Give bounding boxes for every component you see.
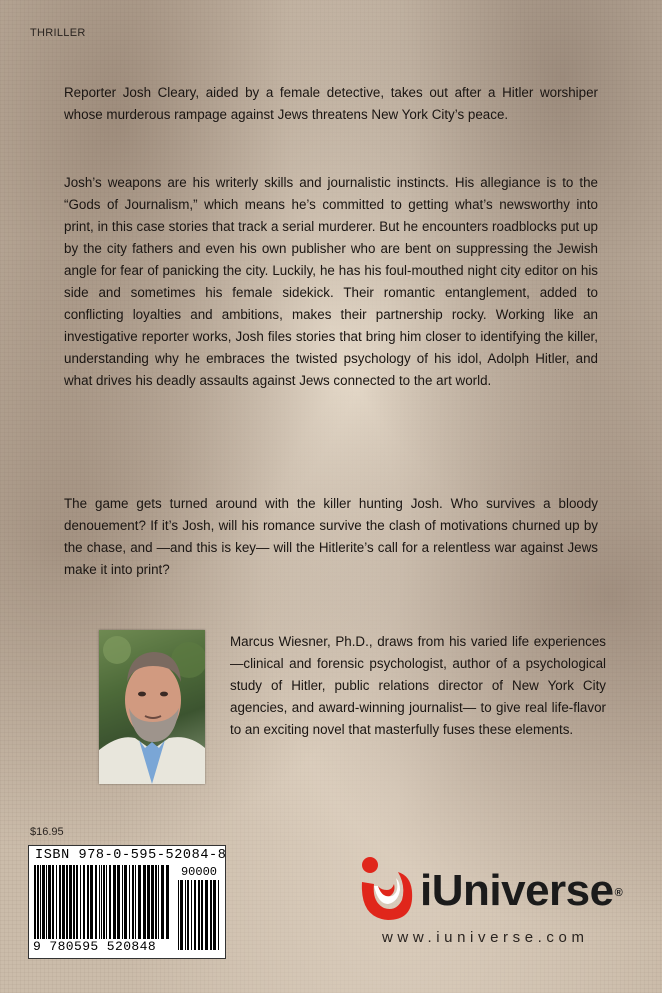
barcode-bar [37,865,39,939]
publisher-website: www.iuniverse.com [382,929,589,946]
barcode-bar [113,865,116,939]
barcode-bar [210,880,212,950]
barcode-bar [185,880,186,950]
author-photo [99,630,205,784]
barcode-bar [95,865,97,939]
barcode-bar [42,865,45,939]
barcode-bar [138,865,141,939]
barcode-bar [62,865,65,939]
blurb-paragraph-3: The game gets turned around with the killer hunting Josh. Who survives a bloody denouement? If it’s Josh, will his romance survive the clash of motivations churned up by the chase, and —and this is key— will the Hitlerite’s call for a relentless war against Jews make it into print? [64,496,598,577]
barcode-bar [194,880,196,950]
price-code: 90000 [180,865,217,879]
barcode-bar [103,865,105,939]
barcode-bar [80,865,81,939]
barcode-bar [201,880,203,950]
barcode-bar [158,865,159,939]
barcode-bar [106,865,107,939]
barcode-bar [59,865,61,939]
barcode-bar [132,865,134,939]
iuniverse-swirl-icon [356,856,416,926]
addon-barcode-icon [177,880,221,950]
barcode-bar [155,865,157,939]
barcode-bar [187,880,189,950]
barcode-bar [69,865,72,939]
barcode-bar [143,865,146,939]
barcode-bar [161,865,164,939]
barcode-bar [46,865,47,939]
blurb-paragraph-1: Reporter Josh Cleary, aided by a female detective, takes out after a Hitler worshiper whose murderous rampage against Jews threatens New York City’s peace. [64,85,598,122]
barcode-bar [166,865,169,939]
barcode-bar [205,880,208,950]
barcode-bar [48,865,51,939]
barcode-bar [178,880,179,950]
author-portrait-icon [99,630,205,784]
price-label: $16.95 [30,826,64,838]
barcode [28,845,226,959]
barcode-bars-icon [33,865,171,939]
barcode-bar [66,865,68,939]
barcode-bar [83,865,85,939]
barcode-bar [101,865,102,939]
barcode-bar [151,865,154,939]
barcode-bar [90,865,93,939]
barcode-bar [73,865,75,939]
barcode-bar [147,865,150,939]
barcode-bar [180,880,183,950]
barcode-bar [52,865,54,939]
barcode-bar [122,865,123,939]
barcode-bar [129,865,130,939]
barcode-bar [76,865,78,939]
publisher-name [420,866,622,916]
barcode-bar [124,865,127,939]
barcode-bar [191,880,192,950]
barcode-bar [135,865,136,939]
publisher-logo [356,856,626,926]
genre-label: THRILLER [30,27,86,39]
barcode-bar [218,880,219,950]
barcode-bar [117,865,120,939]
barcode-bar [56,865,57,939]
barcode-bar [99,865,100,939]
barcode-bar [213,880,216,950]
isbn-label: ISBN 978-0-595-52084-8 [35,848,227,863]
barcode-bar [87,865,89,939]
barcode-bar [40,865,41,939]
barcode-bar [198,880,200,950]
registered-mark: ® [614,887,623,899]
author-bio: Marcus Wiesner, Ph.D., draws from his varied life experiences —clinical and forensic psychologist, author of a psychological study of Hitler, public relations director of New York City agencies, and award-winning journalist— to give real life-flavor to an exciting novel that masterfully fuses these elements. [230,634,606,737]
barcode-bar [109,865,111,939]
blurb-paragraph-2: Josh’s weapons are his writerly skills and journalistic instincts. His allegiance is to the “Gods of Journalism,” which means he’s committed to getting what’s newsworthy into print, in this case stories that track a serial murderer. But he encounters roadblocks put up by the city fathers and even his own publisher who are bent on suppressing the Jewish angle for fear of panicking the city. Luckily, he has his foul-mouthed night city editor on his side and sometimes his female sidekick. Their romantic entanglement, added to conflicting loyalties and ambitions, makes their partnership rocky. Working like an investigative reporter works, Josh files stories that bring him closer to identifying the killer, understanding why he embraces the twisted psychology of his idol, Adolph Hitler, and what drives his deadly assaults against Jews connected to the art world. [64,175,598,388]
barcode-number: 9 780595 520848 [33,939,157,954]
publisher-name-text: iUniverse [420,866,614,915]
barcode-bar [34,865,36,939]
